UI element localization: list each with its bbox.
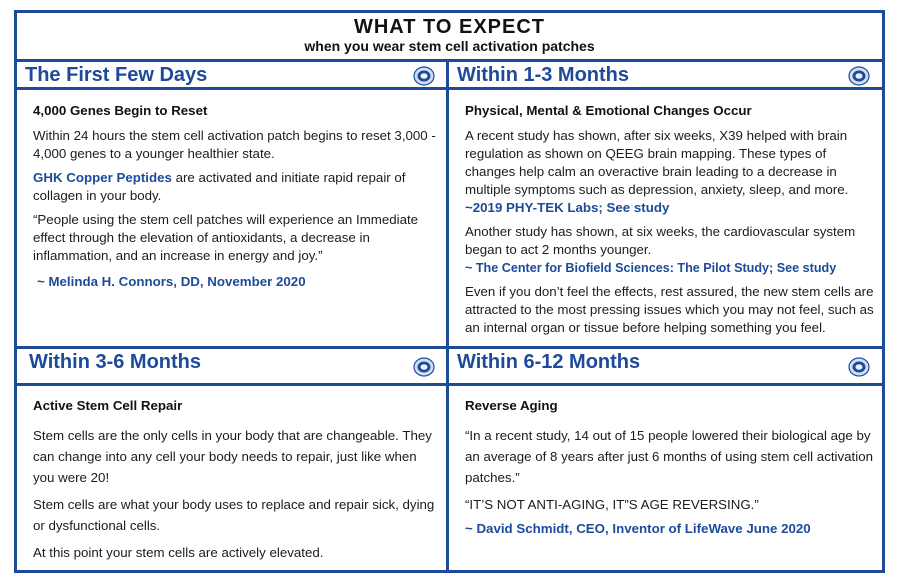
panel-subheading: 4,000 Genes Begin to Reset bbox=[33, 103, 208, 118]
paragraph: At this point your stem cells are actively elevated. bbox=[33, 545, 324, 560]
citation: ~2019 PHY-TEK Labs; See study bbox=[465, 200, 670, 215]
panel-body bbox=[33, 102, 438, 297]
citation: ~ David Schmidt, CEO, Inventor of LifeWave June 2020 bbox=[465, 521, 811, 536]
highlight-text: GHK Copper Peptides bbox=[33, 170, 172, 185]
panel-within-6-12-months bbox=[449, 349, 882, 573]
panel-within-3-6-months bbox=[17, 349, 446, 573]
panel-title: Within 3-6 Months bbox=[29, 351, 202, 373]
panel-body bbox=[465, 102, 874, 343]
paragraph: Within 24 hours the stem cell activation patch begins to reset 3,000 - 4,000 genes to a younger healthier state. bbox=[33, 128, 436, 161]
panel-title: Within 1-3 Months bbox=[457, 64, 630, 86]
paragraph bbox=[465, 223, 874, 277]
paragraph bbox=[465, 127, 874, 217]
paragraph: Even if you don’t feel the effects, rest assured, the new stem cells are attracted to the most pressing issues which you may not feel, such as an internal organ or tissue before helping something you feel. bbox=[465, 284, 874, 335]
panel-title: The First Few Days bbox=[25, 64, 208, 86]
eye-icon bbox=[848, 357, 870, 377]
paragraph: Stem cells are what your body uses to replace and repair sick, dying or dysfunctional cells. bbox=[33, 497, 435, 533]
panel-subheading: Active Stem Cell Repair bbox=[33, 398, 183, 413]
quote: “In a recent study, 14 out of 15 people lowered their biological age by an average of 8 years after just 6 months of using stem cell activation patches.” bbox=[465, 428, 873, 485]
panel-header bbox=[449, 62, 882, 92]
paragraph-text: are activated and initiate rapid repair of collagen in your body. bbox=[33, 170, 406, 203]
panel-body bbox=[33, 397, 438, 569]
infographic-frame bbox=[14, 10, 885, 573]
page-title: WHAT TO EXPECT bbox=[353, 16, 546, 38]
paragraph: Stem cells are the only cells in your body that are changeable. They can change into any cell your body needs to repair, just like when you were 20! bbox=[33, 428, 432, 485]
citation: ~ The Center for Biofield Sciences: The Pilot Study; See study bbox=[465, 261, 837, 275]
panel-title: Within 6-12 Months bbox=[457, 351, 641, 373]
header bbox=[17, 13, 882, 59]
paragraph bbox=[33, 169, 438, 205]
page-subtitle: when you wear stem cell activation patches bbox=[304, 38, 595, 54]
paragraph-text: Another study has shown, at six weeks, the cardiovascular system began to act 2 months younger. bbox=[465, 224, 856, 257]
panel-header bbox=[449, 349, 882, 379]
paragraph-text: A recent study has shown, after six weeks, X39 helped with brain regulation as shown on QEEG brain mapping. These types of changes help calm an overactive brain leading to a decrease in multiple symptoms such as depression, anxiety, sleep, and more. bbox=[465, 128, 849, 197]
panel-first-few-days bbox=[17, 62, 446, 346]
quote: “People using the stem cell patches will experience an Immediate effect through the elevation of antioxidants, a decrease in inflammation, and an increase in energy and joy.” bbox=[33, 212, 419, 263]
eye-icon bbox=[413, 357, 435, 377]
eye-icon bbox=[848, 66, 870, 86]
eye-icon bbox=[413, 66, 435, 86]
citation: ~ Melinda H. Connors, DD, November 2020 bbox=[37, 274, 306, 289]
quote: “IT’S NOT ANTI-AGING, IT”S AGE REVERSING.” bbox=[465, 497, 759, 512]
panel-within-1-3-months bbox=[449, 62, 882, 346]
panel-body bbox=[465, 397, 874, 544]
panel-subheading: Reverse Aging bbox=[465, 398, 558, 413]
panel-subheading: Physical, Mental & Emotional Changes Occur bbox=[465, 103, 752, 118]
panel-header bbox=[17, 62, 446, 92]
panel-header bbox=[17, 349, 446, 379]
